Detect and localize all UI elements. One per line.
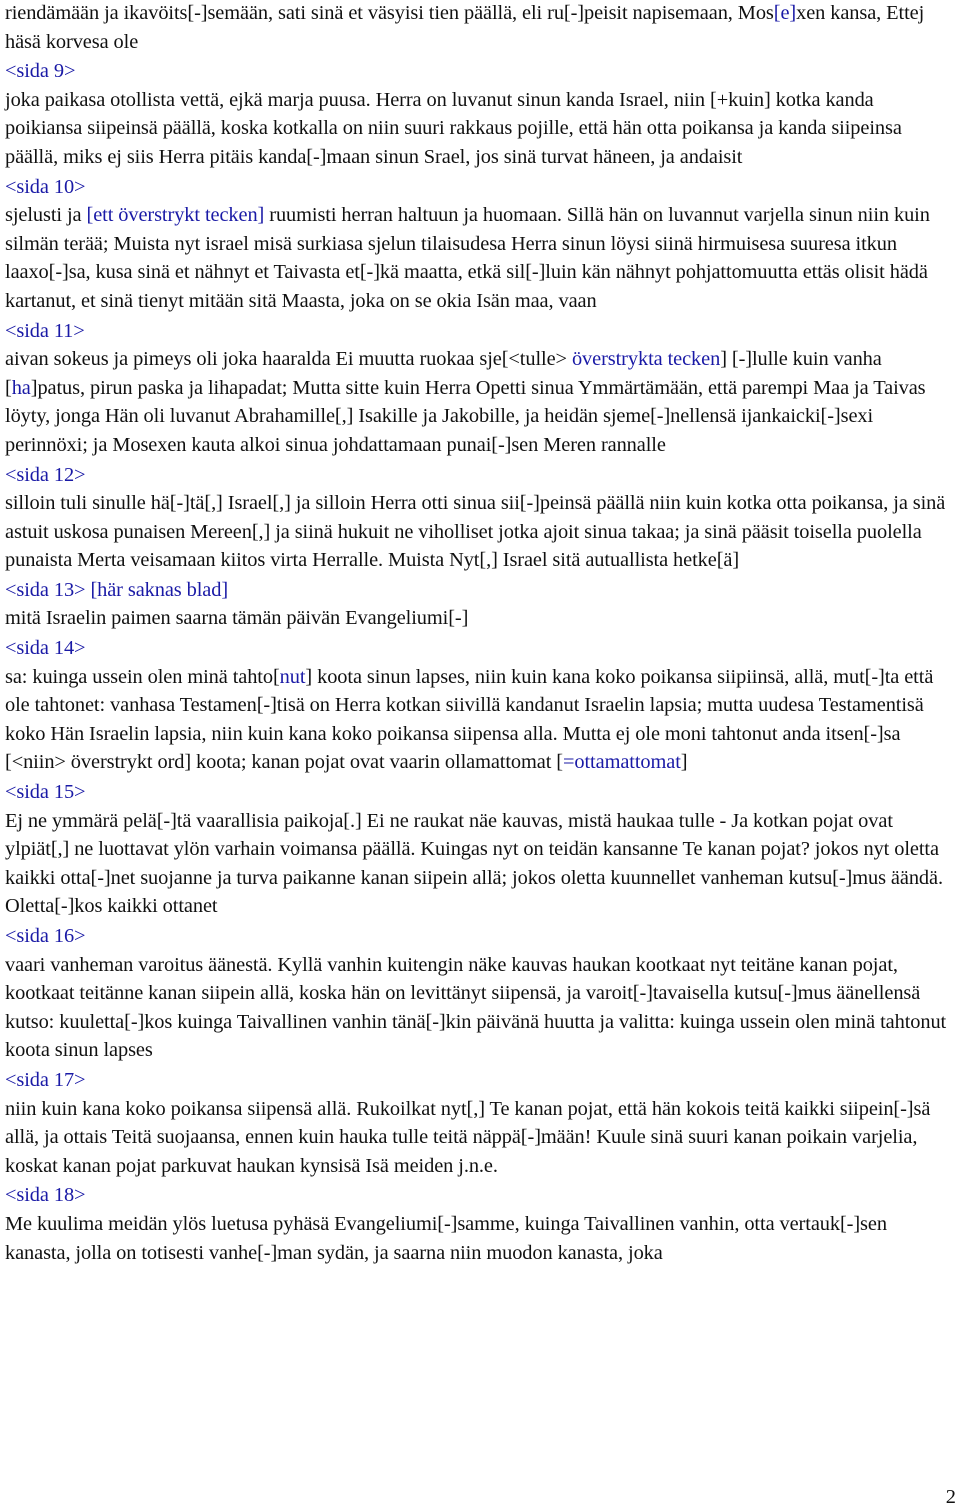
- text-run: riendämään ja ikavöits[-]semään, sati sinä et väsyisi tien päällä, eli ru[-]peisit napisemaan, Mos: [5, 2, 774, 24]
- text-run: ]patus, pirun paska ja lihapadat; Mutta sitte kuin Herra Opetti sinua Ymmärtämään, että parempi Maa ja Taivas löyty, jonga Hän oli luvanut Abrahamille[,] Isakille ja Jakobille, ja heidän sjeme[-]nellensä ijankaicki[-]sexi perinnöxi; ja Mosexen kauta alkoi sinua johdattamaan punai[-]sen Meren rannalle: [5, 376, 926, 456]
- paragraph: Me kuulima meidän ylös luetusa pyhäsä Evangeliumi[-]samme, kuinga Taivallinen vanhin, otta vertauk[-]sen kanasta, jolla on totisesti vanhe[-]man sydän, ja saarna niin muodon kanasta, joka: [5, 1212, 887, 1264]
- text-run: xen kansa, Ettej häsä korvesa ole: [5, 2, 925, 53]
- editorial-note: [här saknas blad]: [90, 578, 229, 601]
- text-run: ] koota sinun lapses, niin kuin kana koko poikansa siipiinsä, allä, mut[-]ta että ole tahtonet: vanhasa Testamen[-]tisä on Herra kotkan siivillä kandanut Israelin lapsia; mutta uudesa Testamentisä koko Hän Israelin lapsia, niin kuin kana koko poikansa siipensa alla. Mutta ej ole moni tahtonut anda itsen[-]sa [<niin> överstrykt ord] koota; kanan pojat ovat vaarin ollamattomat [: [5, 665, 934, 774]
- editorial-note: [ett överstrykt tecken]: [86, 204, 265, 227]
- text-run: sa: kuinga ussein olen minä tahto[: [5, 665, 280, 688]
- paragraph: [5, 663, 955, 777]
- paragraph: silloin tuli sinulle hä[-]tä[,] Israel[,] ja silloin Herra otti sinua sii[-]peinsä päällä niin kuin kotka otta poikansa, ja sinä astuit uskosa punaisen Mereen[,] ja siinä hukuit ne viholliset jotka ajoit sinua takaa; ja sinä pääsit toisella puolella punaista Merta veisamaan kiitos virta Herralle. Muista Nyt[,] Israel sitä autuallista hetke[ä]: [5, 492, 946, 572]
- page-marker: <sida 17>: [5, 1068, 86, 1091]
- editorial-note: överstrykta tecken: [571, 348, 721, 371]
- page-marker: [5, 575, 955, 605]
- text-run: sjelusti ja: [5, 204, 87, 227]
- paragraph: Ej ne ymmärä pelä[-]tä vaarallisia paikoja[.] Ei ne raukat näe kauvas, mistä haukaa tulle - Ja kotkan pojat ovat ylpiät[,] ne luottavat ylön varhain voimansa päällä. Kuingas nyt on teidän kansanne Te kanan pojat? jokos nyt oletta kaikki otta[-]net suojanne ja turva paikanne kanan siipein allä; jokos oletta kuunnellet vanheman kutsu[-]mus äändä. Oletta[-]kos kaikki ottanet: [5, 809, 943, 918]
- editorial-note: ha: [11, 376, 31, 399]
- page-marker: <sida 10>: [5, 175, 86, 198]
- page-marker: <sida 9>: [5, 60, 76, 83]
- page-number: 2: [945, 1486, 956, 1508]
- page-marker: <sida 11>: [5, 319, 85, 342]
- editorial-note: =ottamattomat: [563, 751, 681, 774]
- document-body: [5, 0, 955, 1267]
- editorial-note: nut: [279, 665, 306, 688]
- text-run: ruumisti herran haltuun ja huomaan. Sillä hän on luvannut varjella sinun niin kuin silmän terää; Muista nyt israel misä surkiasa sjelun tilaisudesa Herra sinun löysi siinä hirmuisesa suuresa itkun laaxo[-]sa, kusa sinä et nähnyt et Taivasta et[-]kä maatta, etkä sil[-]luin kän nähnyt pohjattomuutta ettäs olisit hädä kartanut, et sinä tienyt mitään sitä Maasta, joka on se okia Isän maa, vaan: [5, 204, 930, 312]
- paragraph: joka paikasa otollista vettä, ejkä marja puusa. Herra on luvanut sinun kanda Israel, niin [+kuin] kotka kanda poikiansa siipeinsä päällä, koska kotkalla on niin suuri rakkaus pojille, että hän otta poikansa ja kanda siipeinsa päällä, miks ej siis Herra pitäis kanda[-]maan sinun Srael, jos sinä turvat häneen, ja andaisit: [5, 88, 902, 168]
- paragraph: niin kuin kana koko poikansa siipensä allä. Rukoilkat nyt[,] Te kanan pojat, että hän kokois teitä kaikki siipein[-]sä allä, ja ottais Teitä suojaansa, ennen kuin hauka tulle teitä näppä[-]mään! Kuule sinä suuri kanan poikain varjelia, koskat kanan pojat parkuvat haukan kynsisä Isä meiden j.n.e.: [5, 1097, 931, 1177]
- paragraph: vaari vanheman varoitus äänestä. Kyllä vanhin kuitengin näke kauvas haukan kootkaat nyt teitäne kanan pojat, kootkaat teitänne kanan siipein allä, koska hän on levittänyt siipensä, ja varoit[-]tavaisella kutsu[-]mus äänellensä kutso: kuuletta[-]kos kuinga Taivallinen vanhin tänä[-]kin päivänä huutta ja valitta: kuinga ussein olen minä tahtonut koota sinun lapses: [5, 953, 947, 1062]
- paragraph: mitä Israelin paimen saarna tämän päivän Evangeliumi[-]: [5, 607, 469, 630]
- text-run: ] [-]lulle kuin vanha [: [5, 348, 882, 399]
- page-marker: <sida 12>: [5, 463, 86, 486]
- page-marker: <sida 14>: [5, 637, 86, 660]
- paragraph: [5, 345, 955, 459]
- text-run: ]: [680, 751, 688, 774]
- page-marker-label: <sida 13>: [5, 578, 86, 601]
- page-marker: <sida 16>: [5, 925, 86, 947]
- paragraph: [5, 0, 955, 56]
- text-run: aivan sokeus ja pimeys oli joka haaralda Ei muutta ruokaa sje[<tulle>: [5, 348, 572, 371]
- page-marker: <sida 18>: [5, 1184, 86, 1207]
- paragraph: [5, 201, 955, 315]
- editorial-note: [e]: [773, 2, 797, 24]
- page-marker: <sida 15>: [5, 781, 86, 804]
